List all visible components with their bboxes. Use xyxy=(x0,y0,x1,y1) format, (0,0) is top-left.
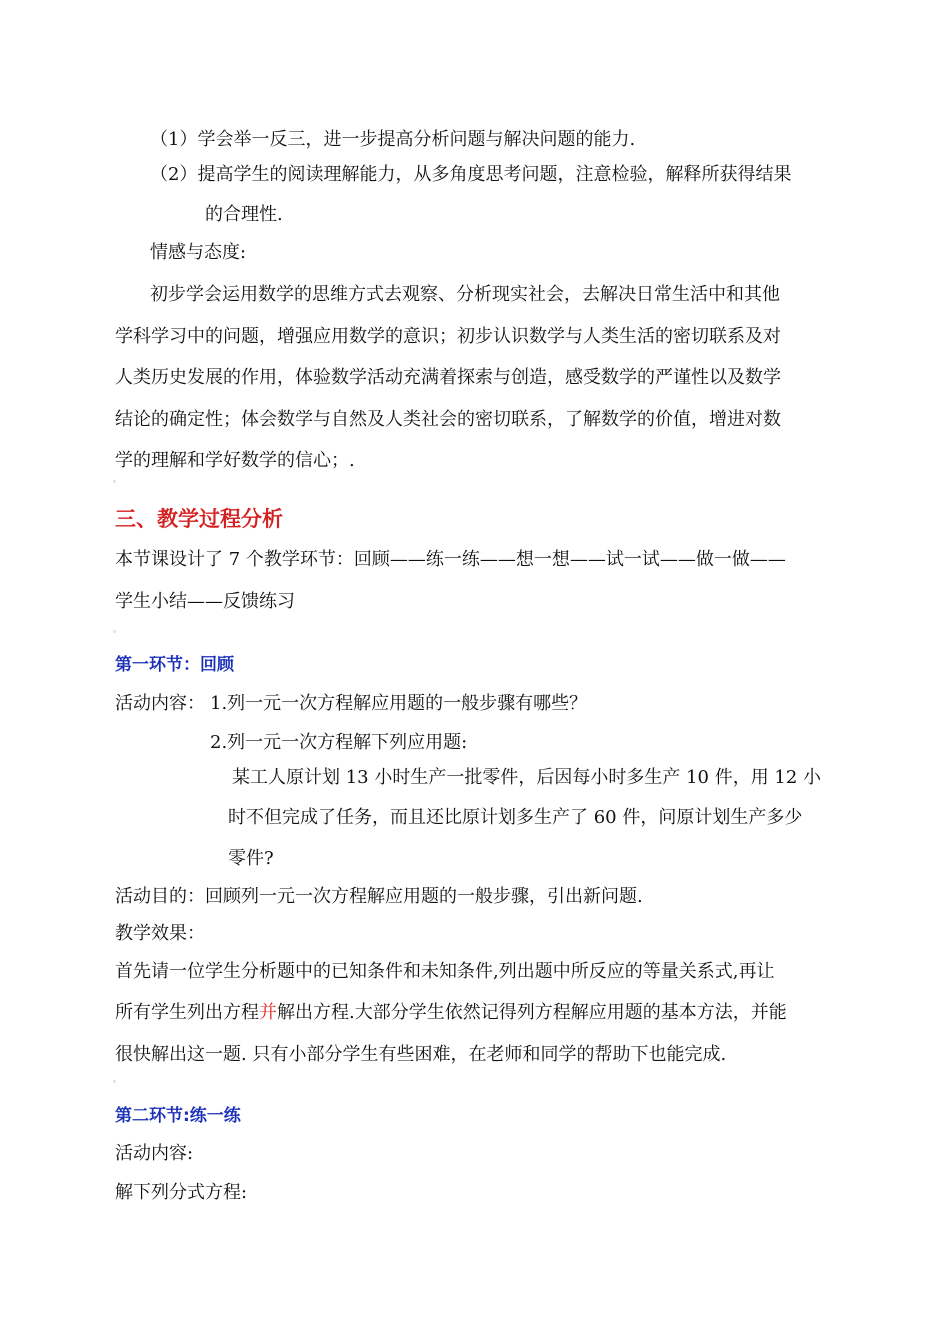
stage-1-purpose: 活动目的：回顾列一元一次方程解应用题的一般步骤，引出新问题. xyxy=(115,886,643,907)
paragraph-mark xyxy=(113,1080,116,1083)
stage-1-effect-line-2 xyxy=(115,1001,787,1025)
section-intro-line-2: 学生小结——反馈练习 xyxy=(115,591,295,612)
stage-1-effect-label: 教学效果： xyxy=(115,923,205,944)
stage-1-problem-line-3: 零件? xyxy=(228,848,274,869)
effect-text-a: 所有学生列出方程 xyxy=(115,1002,259,1023)
goal-item-1: （1）学会举一反三，进一步提高分析问题与解决问题的能力. xyxy=(150,129,636,150)
stage-1-content-label: 活动内容： xyxy=(115,693,205,714)
attitude-line-3: 人类历史发展的作用，体验数学活动充满着探索与创造，感受数学的严谨性以及数学 xyxy=(115,367,781,388)
stage-2-title: 第二环节:练一练 xyxy=(115,1106,241,1126)
attitude-line-1: 初步学会运用数学的思维方式去观察、分析现实社会，去解决日常生活中和其他 xyxy=(150,284,780,305)
attitude-line-5: 学的理解和学好数学的信心；. xyxy=(115,450,355,471)
stage-1-effect-line-1: 首先请一位学生分析题中的已知条件和未知条件,列出题中所反应的等量关系式,再让 xyxy=(115,961,775,982)
effect-text-b: 解出方程.大部分学生依然记得列方程解应用题的基本方法，并能 xyxy=(277,1002,787,1023)
goal-item-2-line-1: （2）提高学生的阅读理解能力，从多角度思考问题，注意检验，解释所获得结果 xyxy=(150,164,792,185)
attitude-line-4: 结论的确定性；体会数学与自然及人类社会的密切联系，了解数学的价值，增进对数 xyxy=(115,409,781,430)
section-title: 三、教学过程分析 xyxy=(115,507,283,531)
paragraph-mark xyxy=(113,480,116,483)
stage-2-content-label: 活动内容: xyxy=(115,1143,194,1164)
stage-1-problem-line-1: 某工人原计划 13 小时生产一批零件，后因每小时多生产 10 件，用 12 小 xyxy=(232,767,822,788)
paragraph-mark xyxy=(113,630,116,633)
attitude-heading: 情感与态度: xyxy=(150,242,247,263)
attitude-line-2: 学科学习中的问题，增强应用数学的意识；初步认识数学与人类生活的密切联系及对 xyxy=(115,326,781,347)
stage-1-title: 第一环节：回顾 xyxy=(115,655,234,675)
goal-item-2-line-2: 的合理性. xyxy=(205,204,283,225)
stage-1-content-item-2: 2.列一元一次方程解下列应用题: xyxy=(210,732,468,753)
stage-1-content-item-1: 1.列一元一次方程解应用题的一般步骤有哪些？ xyxy=(210,693,588,714)
stage-1-problem-line-2: 时不但完成了任务，而且还比原计划多生产了 60 件，问原计划生产多少 xyxy=(228,807,803,828)
effect-highlight: 并 xyxy=(259,1002,277,1023)
stage-1-effect-line-3: 很快解出这一题. 只有小部分学生有些困难，在老师和同学的帮助下也能完成. xyxy=(115,1044,727,1065)
stage-2-task: 解下列分式方程: xyxy=(115,1182,248,1203)
section-intro-line-1: 本节课设计了 7 个教学环节：回顾——练一练——想一想——试一试——做一做—— xyxy=(115,549,786,570)
